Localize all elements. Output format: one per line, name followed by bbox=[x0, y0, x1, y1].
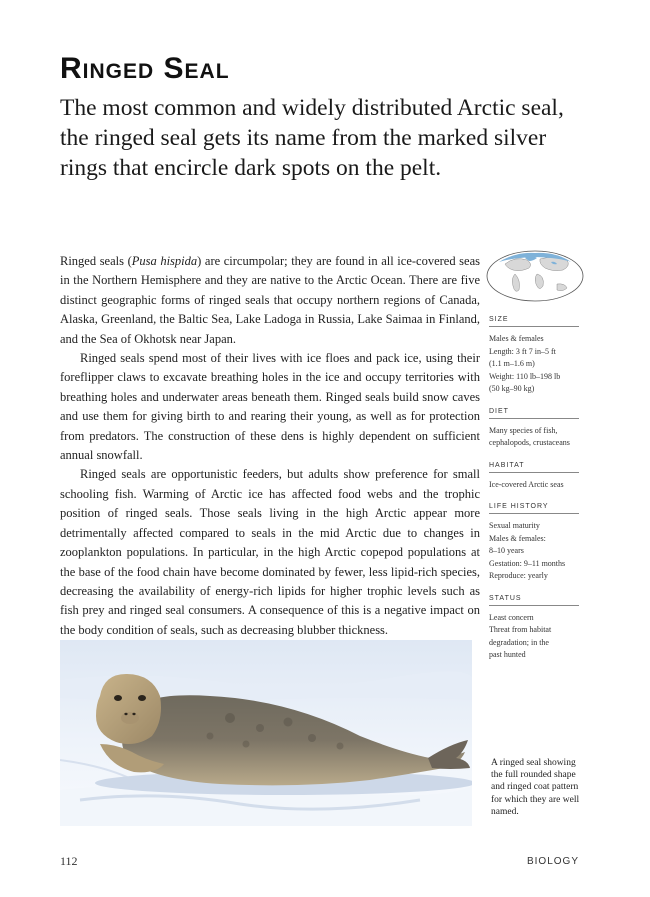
body-paragraph-3: Ringed seals are opportunistic feeders, but adults show preference for small schooling fish. Warming of Arctic ice has affected food webs and the trophic position of ringed seals. Those seals living in the high Arctic appear more detrimentally affected compared to seals in the mid Arctic due to changes in zooplankton populations. In particular, in the high Arctic copepod populations at the base of the food chain have become dominated by fewer, less lipid-rich species, decreasing the availability of energy-rich lipids for higher trophic levels such as fish prey and ringed seal consumers. A consequence of this is a negative impact on the body condition of seals, such as decreasing blubber thickness. bbox=[60, 467, 480, 637]
fact-sidebar bbox=[489, 250, 579, 674]
status-heading: STATUS bbox=[489, 595, 579, 606]
size-line: Length: 3 ft 7 in–5 ft bbox=[489, 346, 556, 356]
p1-start: Ringed seals ( bbox=[60, 254, 132, 268]
body-paragraph-1 bbox=[60, 252, 480, 349]
section-name: BIOLOGY bbox=[526, 856, 579, 867]
life-history-line: Males & females: bbox=[489, 533, 546, 543]
life-history-line: Reproduce: yearly bbox=[489, 571, 548, 580]
habitat-line: Ice-covered Arctic seas bbox=[489, 479, 564, 489]
page-title: Ringed Seal bbox=[60, 52, 230, 85]
diet-line: cephalopods, crustaceans bbox=[489, 438, 570, 447]
diet-section bbox=[489, 408, 579, 450]
size-line: Males & females bbox=[489, 334, 544, 343]
photo-caption: A ringed seal showing the full rounded shape and ringed coat pattern for which they are well named. bbox=[491, 758, 580, 817]
life-history-line: Gestation: 9–11 months bbox=[489, 558, 566, 568]
size-line: (1.1 m–1.6 m) bbox=[489, 359, 535, 368]
range-map-icon bbox=[485, 250, 585, 302]
diet-line: Many species of fish, bbox=[489, 425, 558, 435]
status-line: Least concern bbox=[489, 612, 534, 622]
habitat-heading: HABITAT bbox=[489, 462, 579, 473]
page-number: 112 bbox=[60, 854, 78, 868]
body-text bbox=[60, 252, 480, 640]
body-paragraph-2: Ringed seals spend most of their lives with ice floes and pack ice, using their foreflipper claws to excavate breathing holes in the ice and occupy territories with breathing holes and underwater areas beneath them. Ringed seals build snow caves and use them for giving birth to and rearing their young, as well as for protection from predators. The construction of these dens is highly dependent on sufficient annual snowfall. bbox=[60, 351, 480, 463]
life-history-section bbox=[489, 503, 579, 583]
status-line: degradation; in the bbox=[489, 637, 549, 647]
p1-rest: ) are circumpolar; they are found in all ice-covered seas in the Northern Hemisphere and they are native to the Arctic Ocean. There are five distinct geographic forms of ringed seals that occupy northern regions of Canada, Alaska, Greenland, the Baltic Sea, Lake Ladoga in Russia, Lake Saimaa in Finland, and the Sea of Okhotsk near Japan. bbox=[60, 254, 480, 346]
habitat-section bbox=[489, 462, 579, 492]
life-history-line: 8–10 years bbox=[489, 546, 524, 555]
size-line: Weight: 110 lb–198 lb bbox=[489, 371, 561, 381]
diet-heading: DIET bbox=[489, 408, 579, 419]
size-heading: SIZE bbox=[489, 316, 579, 327]
life-history-heading: LIFE HISTORY bbox=[489, 503, 579, 514]
size-line: (50 kg–90 kg) bbox=[489, 384, 535, 393]
status-line: Threat from habitat bbox=[489, 625, 552, 634]
status-line: past hunted bbox=[489, 650, 526, 659]
life-history-line: Sexual maturity bbox=[489, 521, 540, 530]
page-subtitle: The most common and widely distributed Arctic seal, the ringed seal gets its name from the marked silver rings that encircle dark spots on the pelt. bbox=[60, 95, 564, 181]
size-section bbox=[489, 316, 579, 396]
species-name: Pusa hispida bbox=[131, 254, 198, 268]
status-section bbox=[489, 595, 579, 662]
ringed-seal-photo bbox=[60, 640, 472, 826]
